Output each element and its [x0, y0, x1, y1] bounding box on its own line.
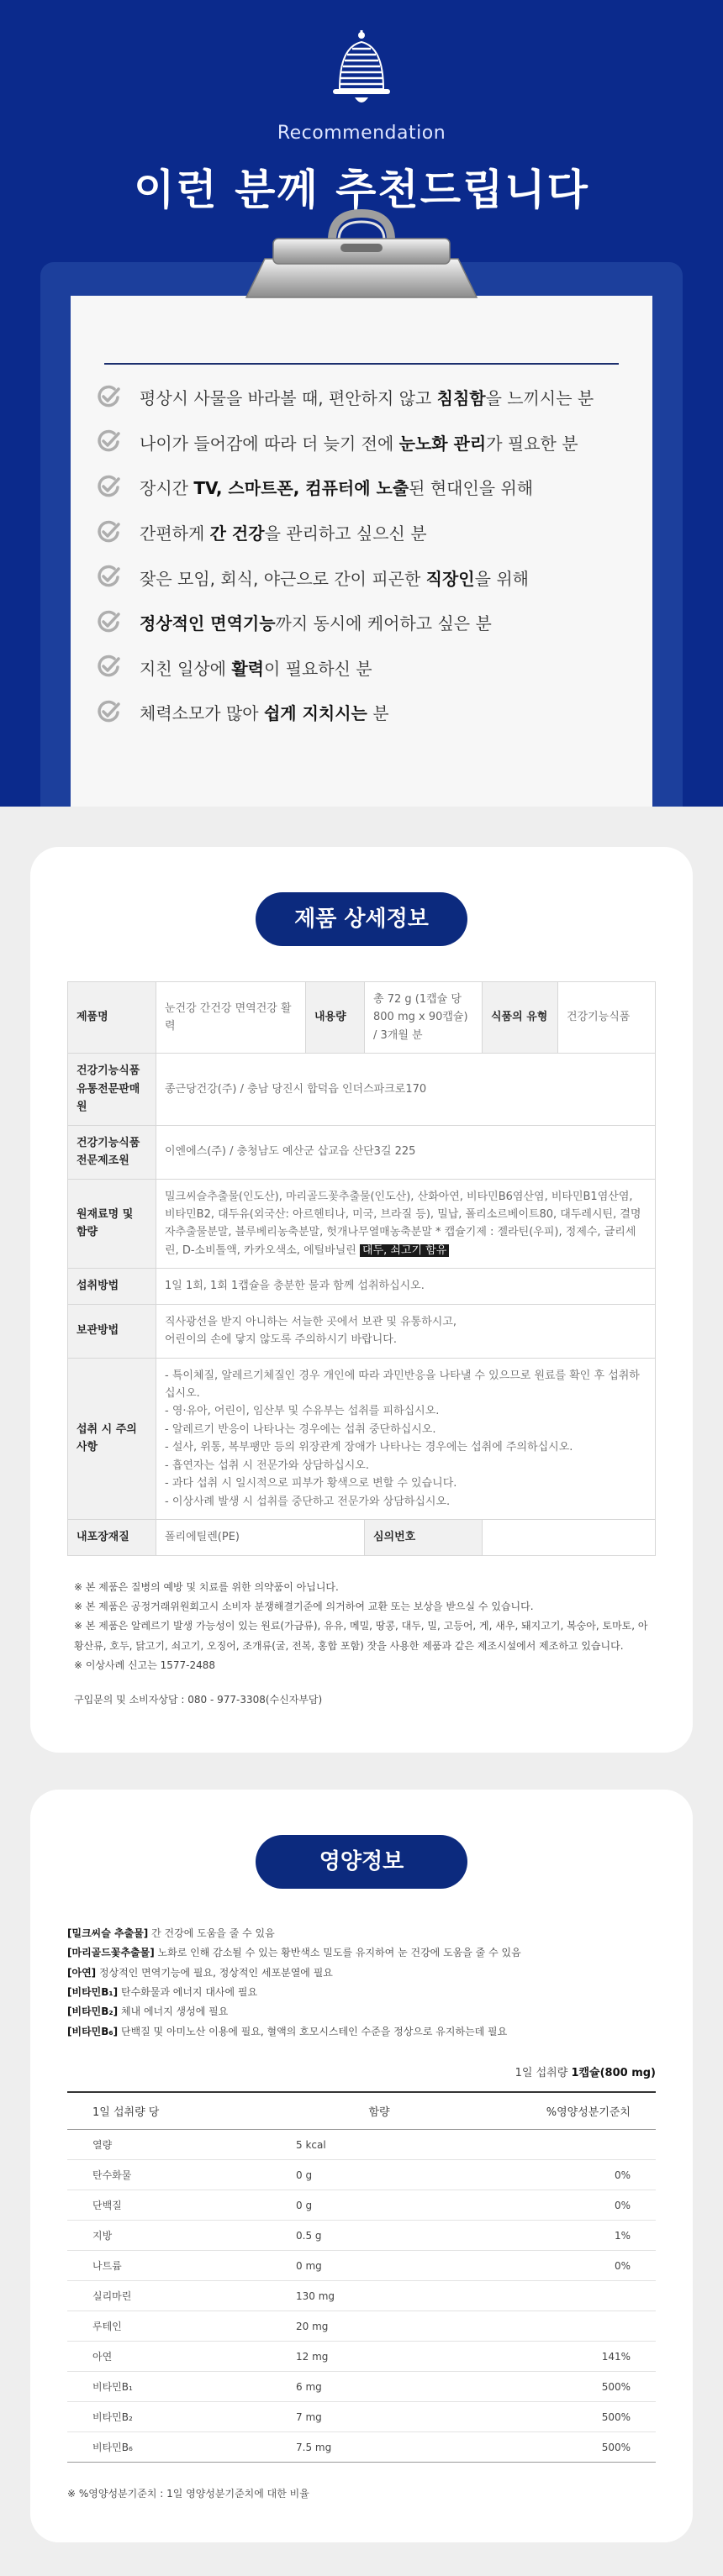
caution-item: - 설사, 위통, 복부팽만 등의 위장관계 장애가 나타나는 경우에는 섭취에 주의하십시오.: [165, 1441, 573, 1454]
detail-section: [0, 807, 723, 1786]
nutrient-percent: [479, 2281, 656, 2311]
table-row: [67, 2221, 656, 2251]
list-item: [96, 510, 634, 555]
list-item: [96, 600, 634, 645]
nutrient-name: 비타민B₆: [67, 2432, 279, 2463]
table-row: [67, 2190, 656, 2221]
ingredient-desc: 간 건강에 도움을 줄 수 있음: [148, 1927, 275, 1939]
type-value: 건강기능식품: [558, 982, 656, 1054]
nutrient-percent: 1%: [479, 2221, 656, 2251]
allergen-highlight: 대두, 쇠고기 함유: [360, 1244, 449, 1257]
note-line: ※ 본 제품은 알레르기 발생 가능성이 있는 원료(가금류), 유유, 메밀, 땅콩, 대두, 밀, 고등어, 게, 새우, 돼지고기, 복숭아, 토마토, 아황산류, 호두, 닭고기, 쇠고기, 오징어, 조개류(굴, 전복, 홍합 포함) 잣을 사용한 제품과 같은 제조시설에서 제조하고 있습니다.: [74, 1620, 648, 1652]
intake-value: 1일 1회, 1회 1캡슐을 충분한 물과 함께 섭취하십시오.: [156, 1269, 656, 1304]
nutrient-amount: 6 mg: [279, 2372, 479, 2402]
nutrient-amount: 0 g: [279, 2190, 479, 2221]
ingredient-line: [67, 1964, 656, 1983]
volume-label: 내용량: [306, 982, 365, 1054]
item-emphasis: 정상적인 면역기능: [140, 613, 276, 634]
ingredient-name: [밀크씨슬 추출물]: [67, 1927, 149, 1939]
item-emphasis: 쉽게 지치시는: [263, 703, 367, 724]
table-row: [68, 1269, 656, 1304]
detail-notes: [67, 1578, 656, 1711]
ingredient-name: [비타민B₂]: [67, 2006, 119, 2018]
product-name-value: 눈건강 간건강 면역건강 활력: [156, 982, 306, 1054]
table-row: [68, 1304, 656, 1358]
nutrient-amount: 20 mg: [279, 2311, 479, 2342]
ingredient-desc: 정상적인 면역기능에 필요, 정상적인 세포분열에 필요: [96, 1966, 333, 1979]
list-item: [96, 375, 634, 420]
nutrient-name: 아연: [67, 2342, 279, 2372]
product-name-label: 제품명: [68, 982, 156, 1054]
detail-table: [67, 981, 656, 1556]
item-text: 잦은 모임, 회식, 야근으로 간이 피곤한: [140, 568, 426, 589]
nutrient-percent: 0%: [479, 2251, 656, 2281]
nutrient-amount: 0 mg: [279, 2251, 479, 2281]
table-row: [67, 2251, 656, 2281]
nutrition-title: 영양정보: [256, 1835, 467, 1889]
item-emphasis: 눈노화 관리: [398, 433, 487, 454]
item-text: 을 위해: [474, 568, 529, 589]
table-row: [68, 1125, 656, 1179]
ingredient-line: [67, 2022, 656, 2042]
item-text: 을 느끼시는 분: [485, 388, 594, 409]
contact-line: 구입문의 및 소비자상담 : 080 - 977-3308(수신자부담): [74, 1694, 323, 1706]
caution-label: 섭취 시 주의사항: [68, 1358, 156, 1520]
item-emphasis: 침침함: [436, 388, 486, 409]
storage-label: 보관방법: [68, 1304, 156, 1358]
table-row: [67, 2311, 656, 2342]
intake-label: 섭취방법: [68, 1269, 156, 1304]
nutrient-name: 단백질: [67, 2190, 279, 2221]
recommendation-title: 이런 분께 추천드립니다: [134, 166, 589, 214]
item-text: 지친 일상에: [140, 658, 232, 679]
check-icon: [96, 610, 121, 635]
nutrient-amount: 7.5 mg: [279, 2432, 479, 2463]
ingredient-desc: 탄수화물과 에너지 대사에 필요: [118, 1986, 258, 1999]
table-row: [67, 2281, 656, 2311]
ingredient-desc: 노화로 인해 감소될 수 있는 황반색소 밀도를 유지하여 눈 건강에 도움을 줄 수 있음: [154, 1947, 521, 1959]
nutrient-percent: 141%: [479, 2342, 656, 2372]
nutrition-table: [67, 2091, 656, 2463]
distributor-value: 종근당건강(주) / 충남 당진시 합덕읍 인더스파크로170: [156, 1054, 656, 1125]
check-icon: [96, 429, 121, 455]
nutrition-panel: [30, 1790, 693, 2542]
nutrient-amount: 7 mg: [279, 2402, 479, 2432]
nutrient-percent: 500%: [479, 2372, 656, 2402]
recommendation-section: [0, 0, 723, 807]
list-item: [96, 645, 634, 691]
table-row: [67, 2160, 656, 2190]
table-row: [68, 982, 656, 1054]
table-row: [68, 1054, 656, 1125]
table-row: [67, 2342, 656, 2372]
caution-item: - 과다 섭취 시 일시적으로 피부가 황색으로 변할 수 있습니다.: [165, 1477, 457, 1490]
item-text: 평상시 사물을 바라볼 때, 편안하지 않고: [140, 388, 437, 409]
caution-item: - 영·유아, 어린이, 임산부 및 수유부는 섭취를 피하십시오.: [165, 1405, 440, 1418]
caution-list: [165, 1367, 646, 1511]
table-row: [67, 2130, 656, 2160]
nutrient-name: 실리마린: [67, 2281, 279, 2311]
nutrient-percent: 0%: [479, 2190, 656, 2221]
ingredient-name: [비타민B₁]: [67, 1986, 119, 1999]
note-line: ※ 이상사례 신고는 1577-2488: [74, 1659, 216, 1672]
recommendation-list: [96, 375, 634, 735]
list-item: [96, 555, 634, 600]
distributor-label: 건강기능식품 유통전문판매원: [68, 1054, 156, 1125]
caution-item: - 이상사례 발생 시 섭취를 중단하고 전문가와 상담하십시오.: [165, 1495, 451, 1508]
item-text: 이 필요하신 분: [263, 658, 372, 679]
ingredients-text: 밀크씨슬추출물(인도산), 마리골드꽃추출물(인도산), 산화아연, 비타민B6염산염, 비타민B1염산염, 비타민B2, 대두유(외국산: 아르헨티나, 미국, 브라질 등), 밀납, 폴리소르베이트80, 대두레시틴, 결명자추출물분말, 블루베리농축분말, 헛개나무열매농축분말 * 캡슐기제 : 젤라틴(우피), 정제수, 글리세린, D-소비톨액, 카카오색소, 에틸바닐린: [165, 1190, 641, 1257]
item-emphasis: TV, 스마트폰, 컴퓨터에 노출: [193, 478, 409, 499]
column-header: 함량: [279, 2092, 479, 2130]
check-icon: [96, 655, 121, 680]
table-row: [67, 2402, 656, 2432]
paper-divider: [104, 363, 619, 365]
ingredients-value: [156, 1179, 656, 1269]
ingredient-functions: [67, 1924, 656, 2042]
nutrient-name: 비타민B₂: [67, 2402, 279, 2432]
list-item: [96, 465, 634, 510]
check-icon: [96, 385, 121, 410]
nutrient-percent: 500%: [479, 2432, 656, 2463]
recommendation-eyebrow: Recommendation: [277, 123, 446, 144]
column-header: 1일 섭취량 당: [67, 2092, 279, 2130]
nutrient-name: 탄수화물: [67, 2160, 279, 2190]
review-label: 심의번호: [365, 1520, 483, 1555]
check-icon: [96, 700, 121, 725]
nutrient-amount: 12 mg: [279, 2342, 479, 2372]
serving-label: 1일 섭취량: [515, 2067, 572, 2080]
volume-value: 총 72 g (1캡슐 당 800 mg x 90캡슐) / 3개월 분: [365, 982, 483, 1054]
nutrient-name: 비타민B₁: [67, 2372, 279, 2402]
caution-item: - 특이체질, 알레르기체질인 경우 개인에 따라 과민반응을 나타낼 수 있으므로 원료를 확인 후 섭취하십시오.: [165, 1369, 640, 1400]
nutrient-amount: 0.5 g: [279, 2221, 479, 2251]
item-emphasis: 직장인: [425, 568, 475, 589]
item-text: 나이가 들어감에 따라 더 늦기 전에: [140, 433, 399, 454]
serving-size: [67, 2063, 656, 2079]
item-emphasis: 간 건강: [209, 523, 265, 544]
check-icon: [96, 565, 121, 590]
caution-item: - 알레르기 반응이 나타나는 경우에는 섭취 중단하십시오.: [165, 1422, 436, 1436]
nutrient-percent: [479, 2311, 656, 2342]
item-text: 간편하게: [140, 523, 210, 544]
packaging-value: 폴리에틸렌(PE): [156, 1520, 365, 1555]
detail-panel: [30, 847, 693, 1753]
table-row: [67, 2372, 656, 2402]
nutrient-name: 지방: [67, 2221, 279, 2251]
table-header-row: [67, 2092, 656, 2130]
nutrition-section: [0, 1786, 723, 2576]
packaging-label: 내포장재질: [68, 1520, 156, 1555]
nutrient-percent: 0%: [479, 2160, 656, 2190]
storage-line: 직사광선을 받지 아니하는 서늘한 곳에서 보관 및 유통하시고,: [165, 1315, 457, 1328]
review-value: [483, 1520, 656, 1555]
table-row: [68, 1179, 656, 1269]
item-emphasis: 활력: [231, 658, 264, 679]
list-item: [96, 690, 634, 735]
serving-value: 1캡슐(800 mg): [571, 2067, 656, 2080]
column-header: %영양성분기준치: [479, 2092, 656, 2130]
item-text: 장시간: [140, 478, 194, 499]
nutrient-name: 열량: [67, 2130, 279, 2160]
item-text: 까지 동시에 케어하고 싶은 분: [275, 613, 492, 634]
item-text: 체력소모가 많아: [140, 703, 264, 724]
ingredient-line: [67, 1924, 656, 1943]
table-row: [68, 1358, 656, 1520]
ingredient-name: [마리골드꽃추출물]: [67, 1947, 155, 1959]
ingredients-label: 원재료명 및 함량: [68, 1179, 156, 1269]
nutrient-name: 루테인: [67, 2311, 279, 2342]
clipboard-clip-icon: [240, 207, 483, 301]
storage-value: [156, 1304, 656, 1358]
ingredient-desc: 단백질 및 아미노산 이용에 필요, 혈액의 호모시스테인 수준을 정상으로 유지하는데 필요: [118, 2025, 508, 2037]
check-icon: [96, 520, 121, 545]
detail-title: 제품 상세정보: [256, 892, 467, 946]
type-label: 식품의 유형: [483, 982, 558, 1054]
table-row: [68, 1520, 656, 1555]
bell-icon: [330, 27, 393, 111]
table-row: [67, 2432, 656, 2463]
caution-value: [156, 1358, 656, 1520]
nutrient-amount: 130 mg: [279, 2281, 479, 2311]
list-item: [96, 420, 634, 465]
item-text: 된 현대인을 위해: [409, 478, 534, 499]
maker-value: 이엔에스(주) / 충청남도 예산군 삽교읍 산단3길 225: [156, 1125, 656, 1179]
item-text: 을 관리하고 싶으신 분: [264, 523, 427, 544]
caution-item: - 흡연자는 섭취 시 전문가와 상담하십시오.: [165, 1459, 369, 1472]
storage-line: 어린이의 손에 닿지 않도록 주의하시기 바랍니다.: [165, 1333, 397, 1347]
ingredient-desc: 체내 에너지 생성에 필요: [118, 2006, 229, 2018]
ingredient-line: [67, 1943, 656, 1963]
ingredient-name: [아연]: [67, 1966, 97, 1979]
maker-label: 건강기능식품 전문제조원: [68, 1125, 156, 1179]
nutrient-name: 나트륨: [67, 2251, 279, 2281]
nutrient-percent: 500%: [479, 2402, 656, 2432]
nutrient-amount: 5 kcal: [279, 2130, 479, 2160]
nutrient-amount: 0 g: [279, 2160, 479, 2190]
check-icon: [96, 475, 121, 500]
note-line: ※ 본 제품은 공정거래위원회고시 소비자 분쟁해결기준에 의거하여 교환 또는 보상을 받으실 수 있습니다.: [74, 1600, 534, 1612]
ingredient-name: [비타민B₆]: [67, 2025, 119, 2037]
nutrient-percent: [479, 2130, 656, 2160]
note-line: ※ 본 제품은 질병의 예방 및 치료를 위한 의약품이 아닙니다.: [74, 1580, 339, 1593]
item-text: 가 필요한 분: [486, 433, 578, 454]
ingredient-line: [67, 2002, 656, 2021]
ingredient-line: [67, 1983, 656, 2002]
nutrition-footnote: ※ %영양성분기준치 : 1일 영양성분기준치에 대한 비율: [67, 2488, 309, 2500]
item-text: 분: [367, 703, 389, 724]
